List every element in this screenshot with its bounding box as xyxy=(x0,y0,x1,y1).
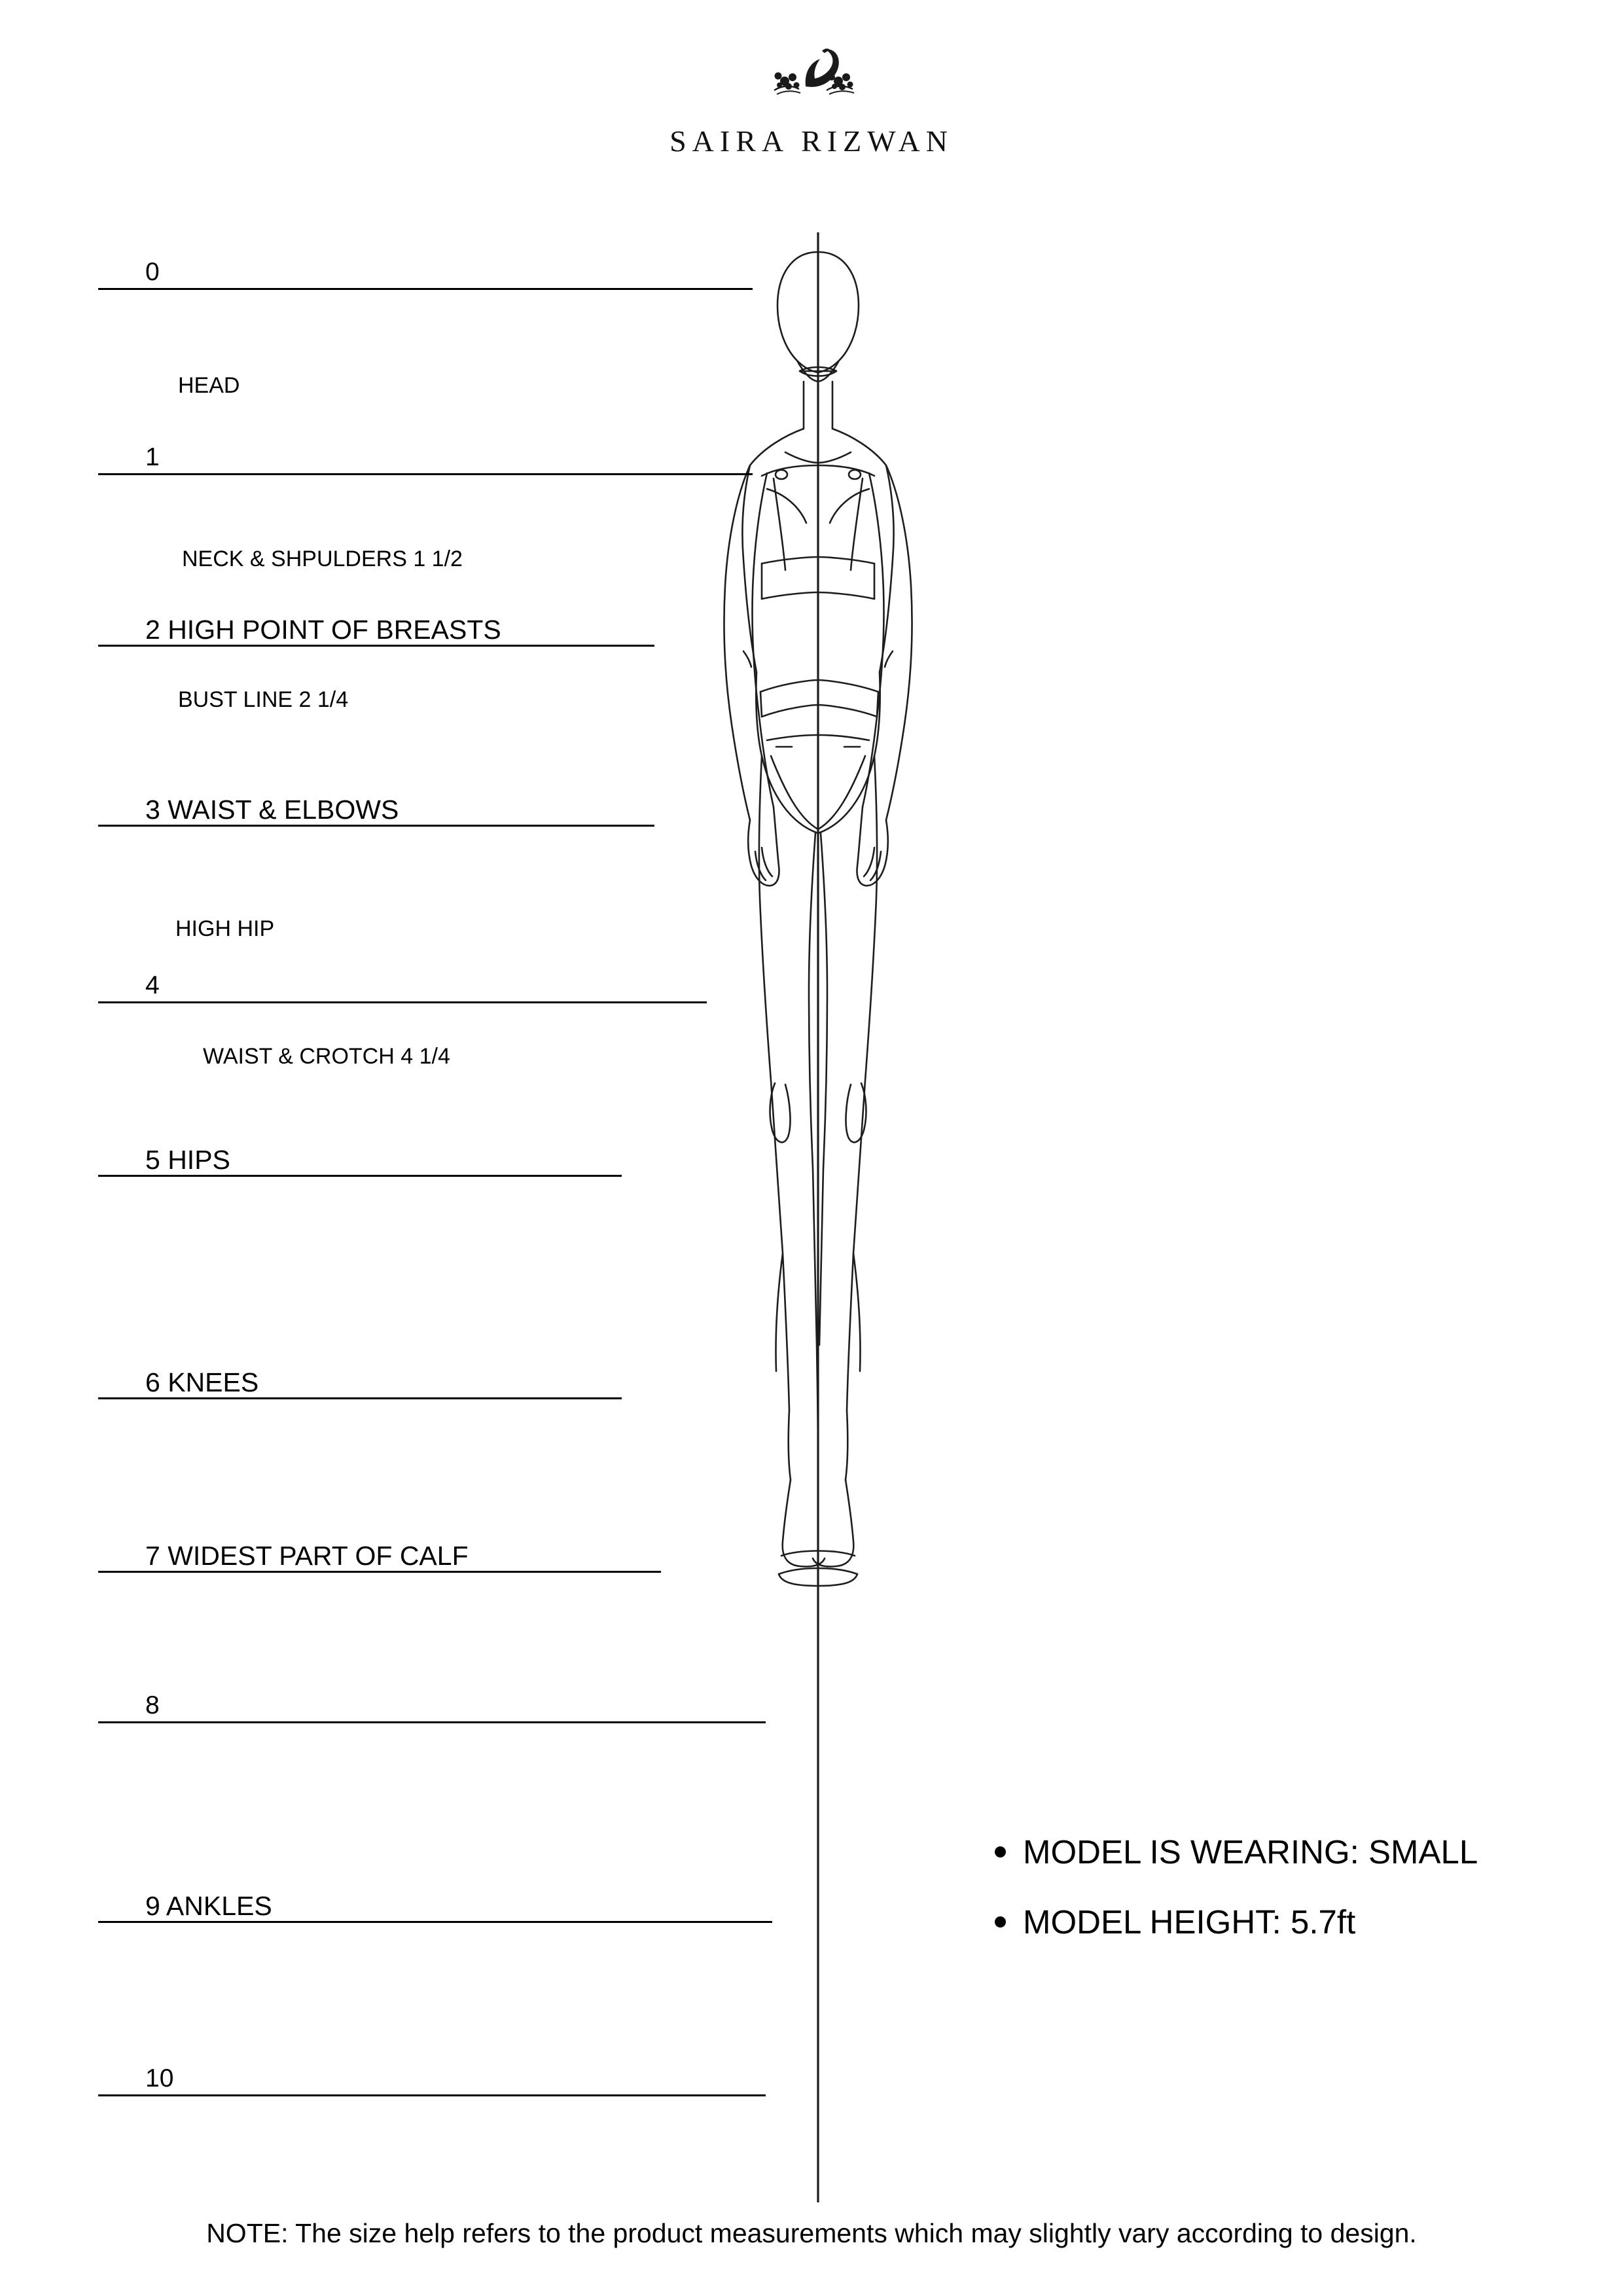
model-height-text: MODEL HEIGHT: 5.7ft xyxy=(1023,1903,1356,1941)
measurement-label-10: 10 xyxy=(145,2064,174,2092)
measurement-label-1: 1 xyxy=(145,443,160,471)
measurement-line-0 xyxy=(98,288,753,290)
bullet-dot-icon xyxy=(995,1846,1006,1857)
measurement-label-7: 7 WIDEST PART OF CALF xyxy=(145,1541,469,1571)
swan-and-blossoms-logo-icon xyxy=(736,39,887,115)
measurement-line-8 xyxy=(98,1721,766,1723)
measurement-line-4 xyxy=(98,1001,707,1003)
croquis-illustration xyxy=(622,232,1014,2202)
measurement-label-5: 5 HIPS xyxy=(145,1145,230,1175)
annotation-head: HEAD xyxy=(178,373,240,398)
brand-name: SAIRA RIZWAN xyxy=(669,124,954,158)
measurement-label-2: 2 HIGH POINT OF BREASTS xyxy=(145,615,501,645)
measurement-label-3: 3 WAIST & ELBOWS xyxy=(145,795,399,825)
annotation-neck-shoulders: NECK & SHPULDERS 1 1/2 xyxy=(182,547,463,571)
bullet-dot-icon xyxy=(995,1916,1006,1928)
measurement-label-4: 4 xyxy=(145,971,160,999)
croquis-figure xyxy=(622,232,1014,2202)
measurement-label-9: 9 ANKLES xyxy=(145,1891,272,1921)
brand-header xyxy=(0,39,1623,158)
measurement-line-1 xyxy=(98,473,753,475)
footer-note: NOTE: The size help refers to the product measurements which may slightly vary according to design. xyxy=(206,2218,1417,2248)
model-size-text: MODEL IS WEARING: SMALL xyxy=(1023,1833,1478,1871)
annotation-bust-line: BUST LINE 2 1/4 xyxy=(178,687,349,712)
list-item xyxy=(995,1833,1584,1871)
measurement-label-8: 8 xyxy=(145,1691,160,1719)
measurement-line-10 xyxy=(98,2094,766,2096)
annotation-high-hip: HIGH HIP xyxy=(175,916,275,941)
measurement-label-0: 0 xyxy=(145,258,160,286)
list-item xyxy=(995,1903,1584,1941)
annotation-waist-crotch: WAIST & CROTCH 4 1/4 xyxy=(203,1044,450,1069)
measurement-label-6: 6 KNEES xyxy=(145,1367,259,1397)
model-info-list xyxy=(995,1833,1584,1973)
